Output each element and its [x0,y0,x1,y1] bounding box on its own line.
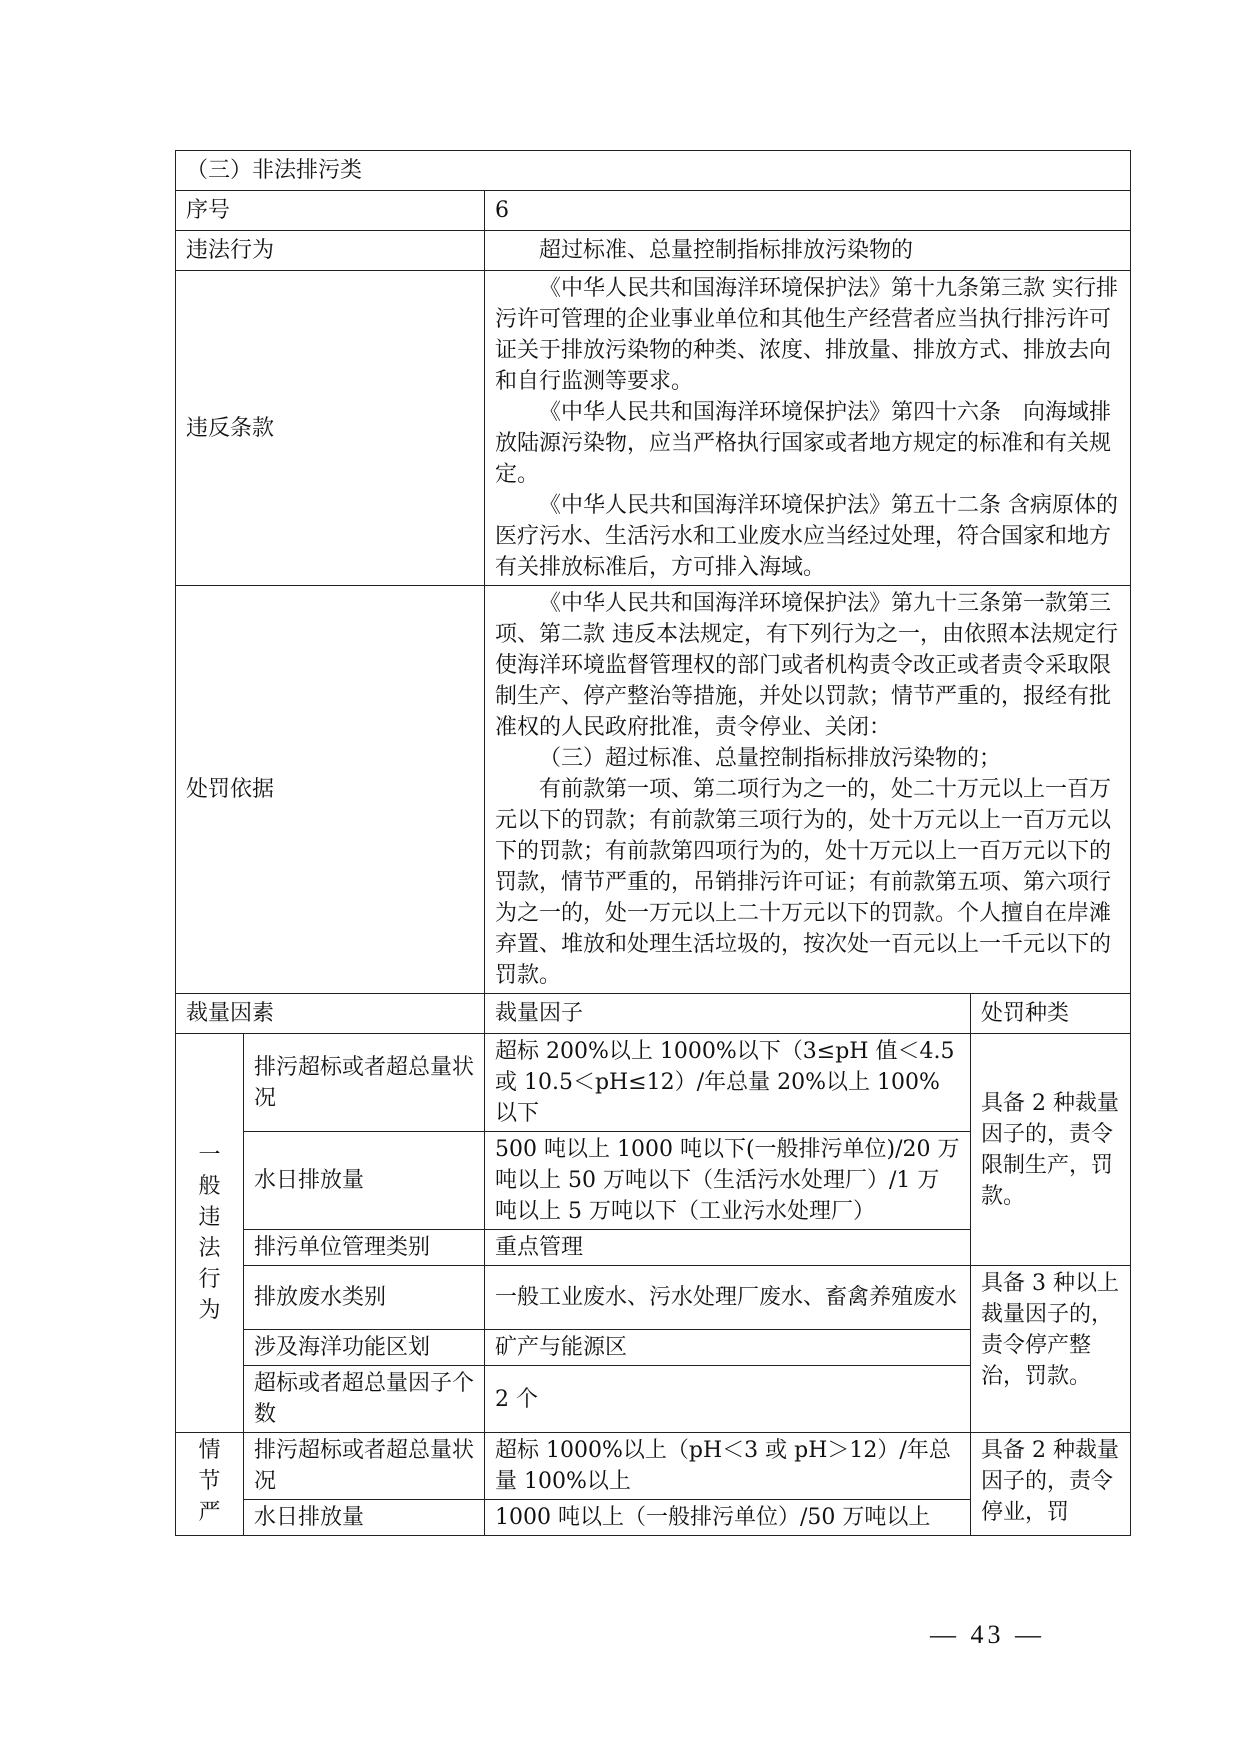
label-char: 般 [198,1174,221,1199]
section-title: （三）非法排污类 [176,151,1131,191]
serious-violation-label [176,1433,244,1536]
violated-paragraph: 《中华人民共和国海洋环境保护法》第四十六条 向海域排放陆源污染物，应当严格执行国家或者地方规定的标准和有关规定。 [495,400,1112,487]
label-char: 节 [198,1469,221,1494]
penalty-table [175,150,1131,1536]
serial-value: 6 [485,191,1131,231]
label-char: 严 [198,1500,221,1525]
violation-label: 违法行为 [176,231,485,271]
penalty-type-header: 处罚种类 [971,994,1131,1034]
discretion-factors-header: 裁量因素 [176,994,485,1034]
page-number: — 43 — [930,1620,1045,1649]
label-char: 一 [198,1143,221,1168]
penalty-basis-label: 处罚依据 [176,586,485,994]
factor-value: 超标 1000%以上（pH＜3 或 pH＞12）/年总量 100%以上 [485,1433,971,1500]
label-char: 为 [198,1298,221,1323]
factor-name: 超标或者超总量因子个数 [244,1366,485,1433]
label-char: 法 [198,1236,221,1261]
factor-name: 排污超标或者超总量状况 [244,1433,485,1500]
penalty-paragraph: 《中华人民共和国海洋环境保护法》第九十三条第一款第三项、第二款 违反本法规定，有下列行为之一，由依照本法规定行使海洋环境监督管理权的部门或者机构责令改正或者责令采取限制生产、停产整治等措施，并处以罚款；情节严重的，报经有批准权的人民政府批准，责令停业、关闭： [495,591,1118,740]
label-char: 行 [198,1267,221,1292]
serial-label: 序号 [176,191,485,231]
label-char: 情 [198,1438,221,1463]
violated-clause-label: 违反条款 [176,271,485,586]
factor-value: 2 个 [485,1366,971,1433]
factor-value: 500 吨以上 1000 吨以下(一般排污单位)/20 万吨以上 50 万吨以下（生活污水处理厂）/1 万吨以上 5 万吨以下（工业污水处理厂） [485,1132,971,1230]
serious-penalty: 具备 2 种裁量因子的，责令停业，罚 [971,1433,1131,1536]
factor-value: 重点管理 [485,1230,971,1266]
violation-value: 超过标准、总量控制指标排放污染物的 [485,231,1131,271]
factor-value: 1000 吨以上（一般排污单位）/50 万吨以上 [485,1500,971,1536]
factor-name: 排污单位管理类别 [244,1230,485,1266]
violated-paragraph: 《中华人民共和国海洋环境保护法》第十九条第三款 实行排污许可管理的企业事业单位和其他生产经营者应当执行排污许可证关于排放污染物的种类、浓度、排放量、排放方式、排放去向和自行监测等要求。 [495,276,1118,394]
factor-value: 一般工业废水、污水处理厂废水、畜禽养殖废水 [485,1266,971,1330]
general-violation-label [176,1034,244,1433]
factor-name: 涉及海洋功能区划 [244,1330,485,1366]
penalty-paragraph: （三）超过标准、总量控制指标排放污染物的； [539,746,1002,771]
general-penalty-a: 具备 2 种裁量因子的，责令限制生产，罚款。 [971,1034,1131,1266]
general-penalty-b: 具备 3 种以上裁量因子的，责令停产整治，罚款。 [971,1266,1131,1433]
factor-value: 矿产与能源区 [485,1330,971,1366]
label-char: 违 [198,1205,221,1230]
factor-value: 超标 200%以上 1000%以下（3≤pH 值＜4.5 或 10.5＜pH≤12）/年总量 20%以上 100%以下 [485,1034,971,1132]
factor-name: 排污超标或者超总量状况 [244,1034,485,1132]
penalty-basis-text [485,586,1131,994]
violated-clause-text [485,271,1131,586]
factor-name: 排放废水类别 [244,1266,485,1330]
factor-name: 水日排放量 [244,1132,485,1230]
penalty-paragraph: 有前款第一项、第二项行为之一的，处二十万元以上一百万元以下的罚款；有前款第三项行为的，处十万元以上一百万元以下的罚款；有前款第四项行为的，处十万元以上一百万元以下的罚款，情节严重的，吊销排污许可证；有前款第五项、第六项行为之一的，处一万元以上二十万元以下的罚款。个人擅自在岸滩弃置、堆放和处理生活垃圾的，按次处一百元以上一千元以下的罚款。 [495,777,1112,988]
discretion-factor-header: 裁量因子 [485,994,971,1034]
violated-paragraph: 《中华人民共和国海洋环境保护法》第五十二条 含病原体的医疗污水、生活污水和工业废水应当经过处理，符合国家和地方有关排放标准后，方可排入海域。 [495,493,1118,580]
factor-name: 水日排放量 [244,1500,485,1536]
